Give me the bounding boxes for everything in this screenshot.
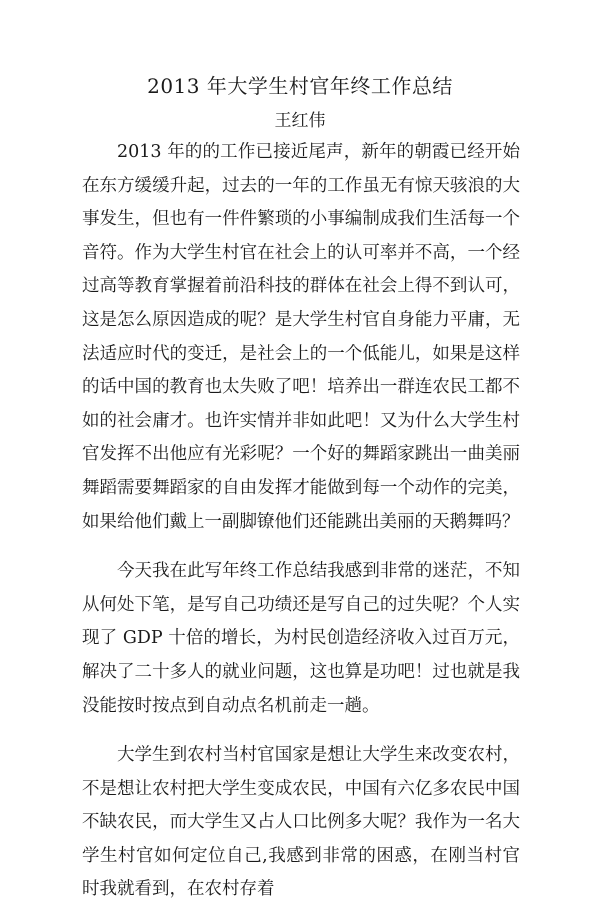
document-author: 王红伟 bbox=[274, 111, 326, 131]
paragraph-3: 大学生到农村当村官国家是想让大学生来改变农村，不是想让农村把大学生变成农民，中国有六亿多农民中国不缺农民，而大学生又占人口比例多大呢？我作为一名大学生村官如何定位自己,我感到非常的困惑，在刚当村官时我就看到，在农村存着 bbox=[82, 745, 520, 900]
paragraph-2: 今天我在此写年终工作总结我感到非常的迷茫，不知从何处下笔，是写自己功绩还是写自己的过失呢？个人实现了 GDP 十倍的增长，为村民创造经济收入过百万元，解决了二十多人的就业问题，这也算是功吧！过也就是我没能按时按点到自动点名机前走一趟。 bbox=[82, 561, 520, 716]
document-body bbox=[82, 136, 520, 907]
paragraph-1: 2013 年的的工作已接近尾声，新年的朝霞已经开始在东方缓缓升起，过去的一年的工作虽无有惊天骇浪的大事发生，但也有一件件繁琐的小事编制成我们生活每一个音符。作为大学生村官在社会上的认可率并不高，一个经过高等教育掌握着前沿科技的群体在社会上得不到认可，这是怎么原因造成的呢？是大学生村官自身能力平庸，无法适应时代的变迁，是社会上的一个低能儿，如果是这样的话中国的教育也太失败了吧！培养出一群连农民工都不如的社会庸才。也许实情并非如此吧！又为什么大学生村官发挥不出他应有光彩呢？一个好的舞蹈家跳出一曲美丽舞蹈需要舞蹈家的自由发挥才能做到每一个动作的完美，如果给他们戴上一副脚镣他们还能跳出美丽的天鹅舞吗？ bbox=[82, 142, 520, 532]
document-title: 2013 年大学生村官年终工作总结 bbox=[147, 74, 453, 98]
